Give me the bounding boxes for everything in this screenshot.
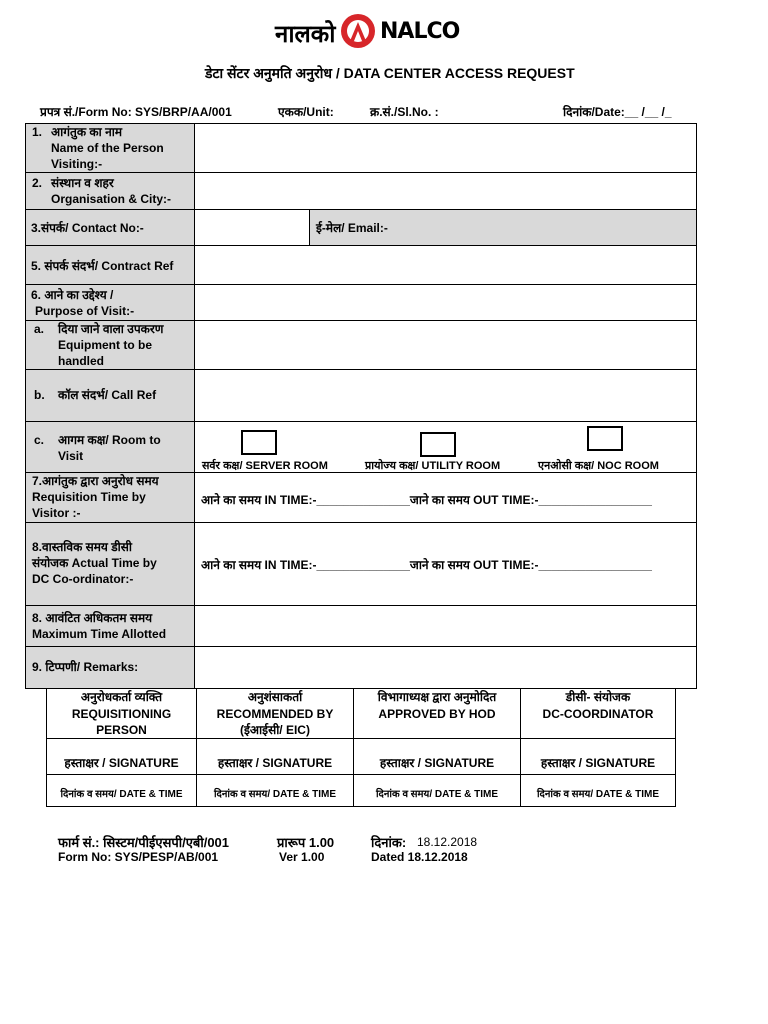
sig-header-hindi: अनुरोधकर्ता व्यक्ति xyxy=(80,690,163,704)
purpose-label-hindi: 6. आने का उद्देश्य / xyxy=(31,288,114,302)
name-label-cell xyxy=(25,123,195,173)
requisition-time-input[interactable] xyxy=(194,472,697,523)
utility-room-checkbox[interactable] xyxy=(420,432,456,457)
call-ref-label-cell xyxy=(25,369,195,422)
server-room-checkbox[interactable] xyxy=(241,430,277,455)
signature-label: हस्ताक्षर / SIGNATURE xyxy=(64,756,179,770)
sig-header-en: DC-COORDINATOR xyxy=(542,707,654,721)
footer-form-en: Form No: SYS/PESP/AB/001 xyxy=(58,850,219,864)
sig-header-en: RECOMMENDED BY xyxy=(216,707,334,721)
field-letter: a. xyxy=(34,322,45,336)
sig-header-en-2: (ईआईसी/ EIC) xyxy=(240,723,310,737)
signature-cell[interactable] xyxy=(196,738,354,775)
footer-date-en: Dated 18.12.2018 xyxy=(371,850,468,864)
sig-header-dc-coordinator xyxy=(520,688,676,739)
sig-header-requisitioning xyxy=(46,688,197,739)
equipment-label-en-2: handled xyxy=(58,354,105,368)
requisition-time-label-cell xyxy=(25,472,195,523)
room-label-en-2: Visit xyxy=(58,449,84,463)
organisation-input[interactable] xyxy=(194,172,697,210)
sig-header-en: APPROVED BY HOD xyxy=(378,707,496,721)
signature-label: हस्ताक्षर / SIGNATURE xyxy=(540,756,656,770)
room-label-cell xyxy=(25,421,195,473)
logo-hindi-text: नालको xyxy=(275,20,336,48)
signature-label: हस्ताक्षर / SIGNATURE xyxy=(379,756,495,770)
signature-cell[interactable] xyxy=(520,738,676,775)
contact-label: 3.संपर्क/ Contact No:- xyxy=(31,221,144,235)
contract-ref-label: 5. संपर्क संदर्भ/ Contract Ref xyxy=(31,259,174,273)
date-time-cell[interactable] xyxy=(196,774,354,807)
date-time-cell[interactable] xyxy=(353,774,521,807)
sig-header-en: REQUISITIONING xyxy=(71,707,172,721)
field-letter: b. xyxy=(34,388,45,402)
contract-ref-label-cell xyxy=(25,245,195,285)
sig-header-approved xyxy=(353,688,521,739)
footer-date-hindi-label: दिनांक: xyxy=(371,835,407,850)
field-number: 2. xyxy=(32,176,43,190)
date-time-cell[interactable] xyxy=(520,774,676,807)
requisition-time-label-hindi: 7.आगंतुक द्वारा अनुरोध समय xyxy=(32,474,159,488)
actual-time-label-en: संयोजक Actual Time by xyxy=(32,556,157,570)
sl-no-label: क्र.सं./Sl.No. : xyxy=(370,105,439,119)
remarks-input[interactable] xyxy=(194,646,697,689)
max-time-label-cell xyxy=(25,605,195,647)
name-label-hindi: आगंतुक का नाम xyxy=(51,125,123,139)
name-input[interactable] xyxy=(194,123,697,173)
sig-header-hindi: अनुशंसाकर्ता xyxy=(247,690,303,704)
form-number: प्रपत्र सं./Form No: SYS/BRP/AA/001 xyxy=(40,105,232,119)
email-cell[interactable] xyxy=(309,209,697,246)
footer-form-hindi: फार्म सं.: सिस्टम/पीईएसपी/एबी/001 xyxy=(58,835,230,850)
sig-header-recommended xyxy=(196,688,354,739)
date-time-cell[interactable] xyxy=(46,774,197,807)
time-line-text: आने का समय IN TIME:-______________जाने का समय OUT TIME:-_________________ xyxy=(201,493,652,507)
sig-header-hindi: डीसी- संयोजक xyxy=(565,690,631,704)
actual-time-input[interactable] xyxy=(194,522,697,606)
room-label-en: आगम कक्ष/ Room to xyxy=(58,433,161,447)
date-label: दिनांक/Date:__ /__ /_ xyxy=(563,105,672,119)
contact-input[interactable] xyxy=(194,209,310,246)
nalco-logo-icon xyxy=(340,13,376,49)
noc-room-checkbox[interactable] xyxy=(587,426,623,451)
name-label-en-2: Visiting:- xyxy=(51,157,103,171)
call-ref-label: कॉल संदर्भ/ Call Ref xyxy=(58,388,157,402)
purpose-input[interactable] xyxy=(194,284,697,321)
name-label-en: Name of the Person xyxy=(51,141,164,155)
date-time-label: दिनांक व समय/ DATE & TIME xyxy=(536,789,660,800)
equipment-input[interactable] xyxy=(194,320,697,370)
logo-english-text: NALCO xyxy=(380,19,460,44)
remarks-label: 9. टिप्पणी/ Remarks: xyxy=(32,660,139,674)
requisition-time-label-en-2: Visitor :- xyxy=(32,506,81,520)
signature-cell[interactable] xyxy=(353,738,521,775)
equipment-label-en: Equipment to be xyxy=(58,338,152,352)
contact-label-cell xyxy=(25,209,195,246)
email-label: ई-मेल/ Email:- xyxy=(316,221,388,235)
call-ref-input[interactable] xyxy=(194,369,697,422)
actual-time-label-cell xyxy=(25,522,195,606)
organisation-label-cell xyxy=(25,172,195,210)
footer-version-en: Ver 1.00 xyxy=(279,850,325,864)
remarks-label-cell xyxy=(25,646,195,689)
footer-version-hindi: प्रारूप 1.00 xyxy=(277,835,335,850)
signature-label: हस्ताक्षर / SIGNATURE xyxy=(217,756,333,770)
organisation-label-en: Organisation & City:- xyxy=(51,192,172,206)
max-time-label-en: Maximum Time Allotted xyxy=(32,627,167,641)
purpose-label-cell xyxy=(25,284,195,321)
field-letter: c. xyxy=(34,433,45,447)
equipment-label-cell xyxy=(25,320,195,370)
max-time-label-hindi: 8. आवंटित अधिकतम समय xyxy=(32,611,153,625)
purpose-label-en: Purpose of Visit:- xyxy=(35,304,135,318)
time-line-text: आने का समय IN TIME:-______________जाने का समय OUT TIME:-_________________ xyxy=(201,558,652,572)
contract-ref-input[interactable] xyxy=(194,245,697,285)
signature-cell[interactable] xyxy=(46,738,197,775)
actual-time-label-en-2: DC Co-ordinator:- xyxy=(32,572,134,586)
date-time-label: दिनांक व समय/ DATE & TIME xyxy=(213,789,337,800)
max-time-input[interactable] xyxy=(194,605,697,647)
equipment-label-hindi: दिया जाने वाला उपकरण xyxy=(58,322,164,336)
date-time-label: दिनांक व समय/ DATE & TIME xyxy=(375,789,499,800)
actual-time-label-hindi: 8.वास्तविक समय डीसी xyxy=(32,540,132,554)
noc-room-label: एनओसी कक्ष/ NOC ROOM xyxy=(538,460,659,472)
page-title: डेटा सेंटर अनुमति अनुरोध / DATA CENTER ACCESS REQUEST xyxy=(205,65,575,81)
server-room-label: सर्वर कक्ष/ SERVER ROOM xyxy=(202,460,328,472)
utility-room-label: प्रायोज्य कक्ष/ UTILITY ROOM xyxy=(365,460,501,472)
unit-label: एकक/Unit: xyxy=(278,105,334,119)
field-number: 1. xyxy=(32,125,43,139)
footer-date-hindi-value: 18.12.2018 xyxy=(417,835,478,849)
sig-header-en-2: PERSON xyxy=(96,723,147,737)
organisation-label-hindi: संस्थान व शहर xyxy=(51,176,114,190)
sig-header-hindi: विभागाध्यक्ष द्वारा अनुमोदित xyxy=(377,690,497,704)
requisition-time-label-en: Requisition Time by xyxy=(32,490,146,504)
date-time-label: दिनांक व समय/ DATE & TIME xyxy=(60,789,183,800)
